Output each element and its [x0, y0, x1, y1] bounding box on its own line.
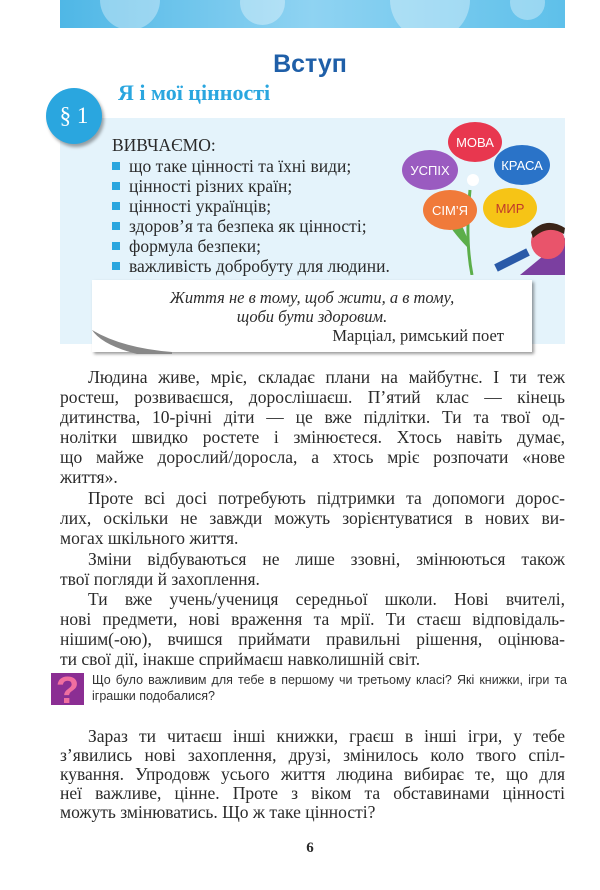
text-line: твої погляди й захоплення. — [60, 569, 260, 589]
learning-item-text: важливість добробуту для людини. — [129, 256, 390, 276]
learning-item — [112, 256, 390, 276]
bullet-icon — [112, 162, 120, 170]
quote-line: щоби бути здоровим. — [236, 307, 388, 326]
learning-heading: ВИВЧАЄМО: — [112, 135, 216, 155]
page-curl-decoration — [92, 330, 172, 358]
text-line: кування. Упродовж усього життя людина вибирає те, що для — [60, 764, 565, 784]
text-line: Ти вже учень/учениця середньої школи. Нові вчителі, — [88, 589, 565, 609]
learning-item-text: що таке цінності та їхні види; — [129, 156, 352, 176]
learning-item — [112, 236, 390, 256]
text-line: ти свої дії, інакше сприймаєш навколишній світ. — [60, 649, 421, 669]
learning-item-text: цінності різних країн; — [129, 176, 293, 196]
learning-item — [112, 196, 390, 216]
learning-item-text: цінності українців; — [129, 196, 272, 216]
petal-label: КРАСА — [501, 158, 543, 173]
body-paragraph — [60, 488, 565, 548]
petal-label: МОВА — [456, 135, 494, 150]
quote-line: Життя не в тому, щоб жити, а в тому, — [169, 288, 455, 307]
text-line: дитинства, 10-річні діти — це вже підлітки. Ти та твої од- — [60, 407, 565, 427]
bullet-icon — [112, 182, 120, 190]
bullet-icon — [112, 202, 120, 210]
question-text: Що було важливим для тебе в першому чи третьому класі? Які книжки, ігри та іграшки подобалися? — [92, 673, 567, 703]
learning-item-text: здоров’я та безпека як цінності; — [129, 216, 367, 236]
text-line: лих, оскільки не завжди можуть зорієнтуватися в нових ви- — [60, 508, 565, 528]
petal-label: СІМ’Я — [431, 203, 469, 218]
text-line: життя». — [60, 467, 118, 487]
text-line: з’явились нові захоплення, друзі, змінилось коло твого спіл- — [60, 745, 565, 765]
petal-label: УСПІХ — [410, 163, 450, 178]
text-line: Зміни відбуваються не лише ззовні, змінюються також — [88, 549, 565, 569]
closing-paragraph — [60, 727, 565, 822]
section-title: Я і мої цінності — [118, 80, 271, 105]
learning-item-text: формула безпеки; — [129, 236, 261, 256]
page-number: 6 — [306, 840, 314, 856]
text-line: нові предмети, нові враження та мрії. Ти стаєш відповідаль- — [60, 609, 565, 629]
text-line: нішим(-ою), вчишся приймати правильні рішення, оцінюва- — [60, 629, 565, 649]
learning-item — [112, 156, 390, 176]
text-line: Зараз ти читаєш інші книжки, граєш в інші ігри, у тебе — [88, 726, 565, 746]
learning-item — [112, 176, 390, 196]
learning-item — [112, 216, 390, 236]
quote-author: Марціал, римський поет — [332, 326, 504, 345]
petal-label: МИР — [495, 201, 525, 216]
body-paragraph — [60, 549, 565, 589]
learning-list — [112, 135, 390, 276]
text-line: Проте всі досі потребують підтримки та допомоги дорос- — [88, 488, 565, 508]
text-line: неї важливе, цінне. Проте з віком та обставинами цінності — [60, 783, 565, 803]
text-line: що майже дорослий/доросла, а хтось мріє розпочати «нове — [60, 447, 565, 467]
top-banner — [60, 0, 565, 28]
section-badge: § 1 — [46, 88, 102, 144]
bullet-icon — [112, 262, 120, 270]
bullet-icon — [112, 242, 120, 250]
question-icon — [51, 670, 84, 708]
text-line: можуть змінюватись. Що ж таке цінності? — [60, 802, 376, 822]
body-paragraph — [60, 589, 565, 669]
body-paragraph — [60, 367, 565, 487]
text-line: ростеш, розвиваєшся, дорослішаєш. П’ятий клас — кінець — [60, 387, 565, 407]
chapter-title: Вступ — [273, 50, 347, 78]
flower-boy-illustration — [400, 120, 565, 275]
bullet-icon — [112, 222, 120, 230]
text-line: Людина живе, мріє, складає плани на майбутнє. І ти теж — [88, 367, 565, 387]
text-line: нолітки швидко ростете і змінюєтеся. Хтось навіть думає, — [60, 427, 565, 447]
text-line: могах шкільного життя. — [60, 528, 239, 548]
svg-text:?: ? — [55, 670, 80, 708]
